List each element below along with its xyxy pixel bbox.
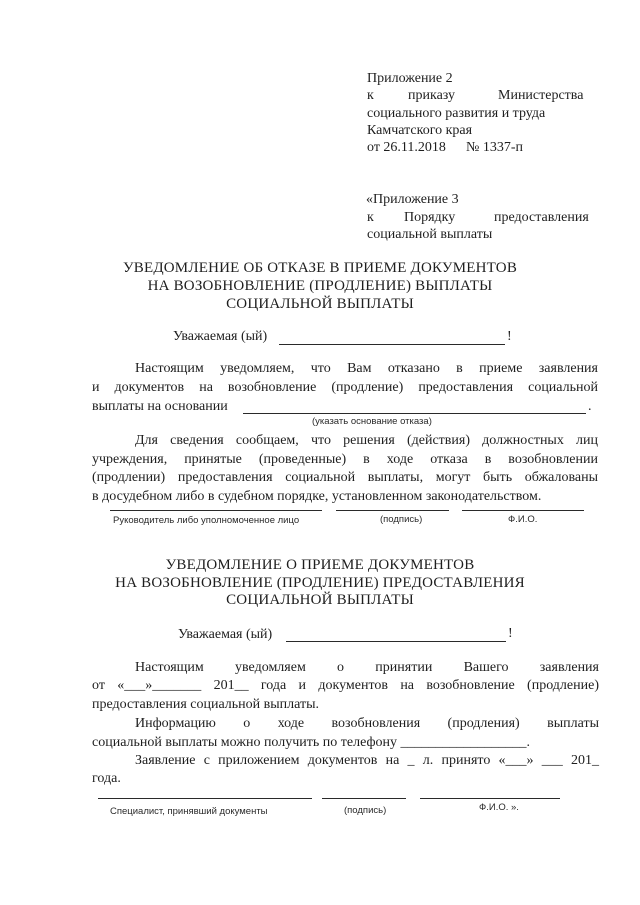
acceptance-heading-line3: СОЦИАЛЬНОЙ ВЫПЛАТЫ [226, 592, 414, 608]
refusal-person-caption: Руководитель либо уполномоченное лицо [113, 515, 300, 526]
refusal-p2-line3: (продлении) предоставления социальной выплаты, могут быть обжалованы [92, 470, 598, 485]
acceptance-heading-line2: НА ВОЗОБНОВЛЕНИЕ (ПРОДЛЕНИЕ) ПРЕДОСТАВЛЕНИЯ [115, 575, 525, 591]
acceptance-p3-line1: Заявление с приложением документов на _ л. принято «___» ___ 201_ [135, 753, 599, 768]
refusal-p1-line2: и документов на возобновление (продление) предоставления социальной [92, 380, 598, 395]
acceptance-p2-line2: социальной выплаты можно получить по телефону __________________. [92, 735, 531, 750]
acceptance-p2-line1: Информацию о ходе возобновления (продления) выплаты [135, 716, 599, 731]
refusal-reason-field[interactable] [243, 413, 586, 414]
refusal-p2-line4: в досудебном либо в судебном порядке, установленном законодательством. [92, 489, 542, 504]
annex2-line1-b: приказу [408, 88, 456, 103]
refusal-signature-caption: (подпись) [380, 514, 423, 525]
acceptance-p1-line3: предоставления социальной выплаты. [92, 697, 320, 712]
acceptance-person-line[interactable] [98, 798, 312, 799]
acceptance-heading-line1: УВЕДОМЛЕНИЕ О ПРИЕМЕ ДОКУМЕНТОВ [165, 557, 475, 573]
annex2-line1-c: Министерства [498, 88, 584, 103]
refusal-heading-line2: НА ВОЗОБНОВЛЕНИЕ (ПРОДЛЕНИЕ) ВЫПЛАТЫ [147, 278, 493, 294]
refusal-signature-line[interactable] [336, 510, 449, 511]
acceptance-p3-line2: года. [92, 771, 121, 786]
acceptance-salutation: Уважаемая (ый) [178, 627, 273, 642]
annex3-line1-b: Порядку [404, 210, 456, 225]
refusal-name-caption: Ф.И.О. [508, 514, 538, 525]
refusal-p1-line1: Настоящим уведомляем, что Вам отказано в приеме заявления [135, 361, 598, 376]
annex3-title: «Приложение 3 [366, 192, 459, 207]
refusal-p2-line2: учреждения, принятые (проведенные) в ходе отказа в возобновлении [92, 452, 598, 467]
acceptance-p1-line2: от «___»_______ 201__ года и документов на возобновление (продление) [92, 678, 599, 693]
acceptance-signature-line[interactable] [322, 798, 406, 799]
annex2-date: от 26.11.2018 [367, 140, 446, 155]
annex2-line3: Камчатского края [367, 123, 473, 138]
annex2-line1-a: к [367, 88, 374, 103]
acceptance-person-caption: Специалист, принявший документы [110, 806, 268, 817]
refusal-reason-hint: (указать основание отказа) [312, 416, 432, 427]
refusal-p1-line3: выплаты на основании [92, 399, 228, 414]
refusal-heading-line1: УВЕДОМЛЕНИЕ ОБ ОТКАЗЕ В ПРИЕМЕ ДОКУМЕНТОВ [122, 260, 518, 276]
annex3-line1-a: к [367, 210, 374, 225]
refusal-salutation-end: ! [507, 329, 512, 344]
refusal-p2-line1: Для сведения сообщаем, что решения (действия) должностных лиц [135, 433, 598, 448]
acceptance-name-line[interactable] [420, 798, 560, 799]
refusal-person-line[interactable] [110, 510, 322, 511]
acceptance-addressee-field[interactable] [286, 641, 506, 642]
acceptance-signature-caption: (подпись) [344, 805, 387, 816]
acceptance-p1-line1: Настоящим уведомляем о принятии Вашего заявления [135, 660, 599, 675]
refusal-addressee-field[interactable] [279, 344, 505, 345]
annex3-line1-c: предоставления [494, 210, 589, 225]
refusal-p1-line3-end: . [588, 399, 592, 414]
acceptance-salutation-end: ! [508, 626, 513, 641]
annex3-line2: социальной выплаты [367, 227, 493, 242]
annex2-number: № 1337-п [466, 140, 524, 155]
acceptance-name-caption: Ф.И.О. ». [479, 802, 519, 813]
refusal-heading-line3: СОЦИАЛЬНОЙ ВЫПЛАТЫ [226, 296, 414, 312]
refusal-name-line[interactable] [462, 510, 584, 511]
annex2-line2: социального развития и труда [367, 106, 546, 121]
annex2-title: Приложение 2 [367, 71, 453, 86]
refusal-salutation: Уважаемая (ый) [173, 329, 268, 344]
